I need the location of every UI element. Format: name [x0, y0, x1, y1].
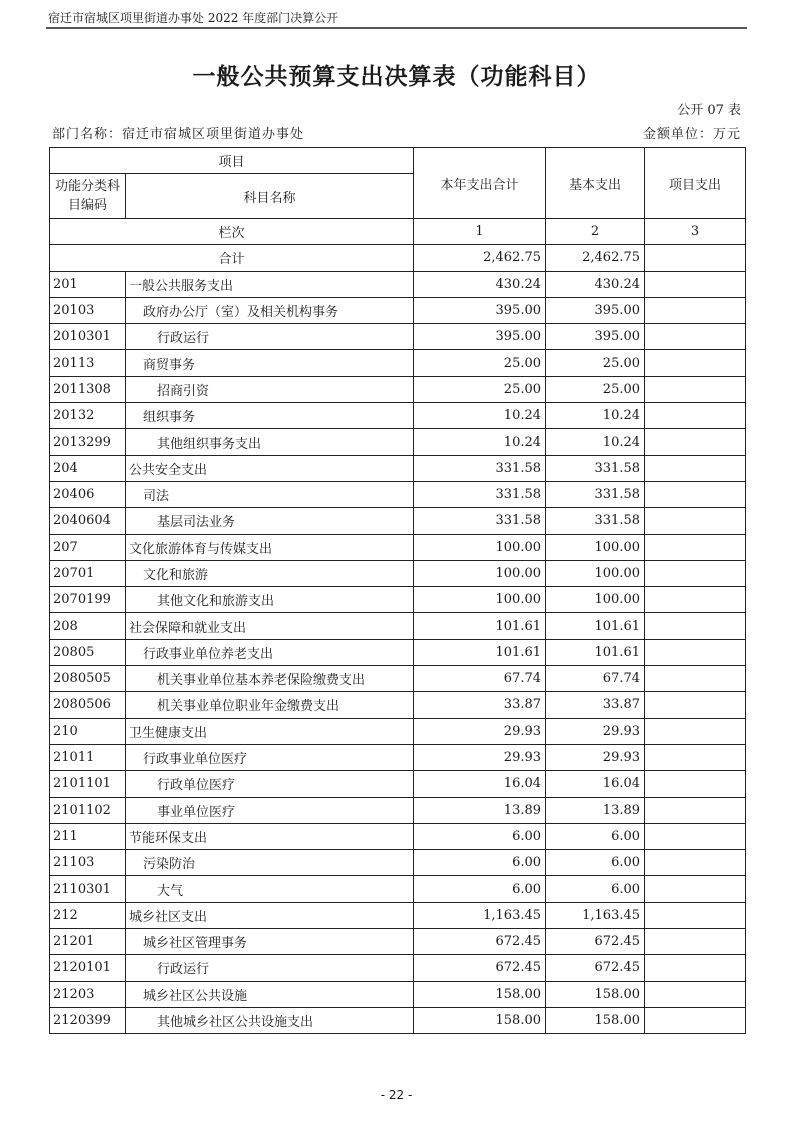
row-code: 2120101 — [50, 955, 126, 981]
row-code: 212 — [50, 902, 126, 928]
row-basic: 6.00 — [546, 823, 645, 849]
row-basic: 100.00 — [546, 534, 645, 560]
row-total: 6.00 — [414, 876, 546, 902]
row-code: 21203 — [50, 981, 126, 1007]
row-total: 672.45 — [414, 955, 546, 981]
row-basic: 100.00 — [546, 560, 645, 586]
row-name: 行政单位医疗 — [126, 771, 414, 797]
row-basic: 25.00 — [546, 350, 645, 376]
row-name: 行政运行 — [126, 955, 414, 981]
row-total: 13.89 — [414, 797, 546, 823]
table-row — [50, 850, 746, 876]
row-project — [645, 823, 746, 849]
amount-unit: 金额单位：万元 — [642, 127, 741, 142]
row-name: 其他组织事务支出 — [126, 429, 414, 455]
row-code: 2080506 — [50, 692, 126, 718]
table-row — [50, 481, 746, 507]
row-project — [645, 876, 746, 902]
row-basic: 6.00 — [546, 850, 645, 876]
row-code: 2011308 — [50, 376, 126, 402]
row-project — [645, 403, 746, 429]
row-basic: 10.24 — [546, 429, 645, 455]
header-row-top — [50, 148, 746, 174]
row-project — [645, 744, 746, 770]
row-name: 节能环保支出 — [126, 823, 414, 849]
row-total: 29.93 — [414, 744, 546, 770]
row-total: 395.00 — [414, 297, 546, 323]
row-total: 10.24 — [414, 429, 546, 455]
row-name: 文化旅游体育与传媒支出 — [126, 534, 414, 560]
row-code: 20406 — [50, 481, 126, 507]
table-row — [50, 587, 746, 613]
column-index-1: 1 — [414, 219, 546, 245]
row-total: 331.58 — [414, 481, 546, 507]
row-project — [645, 271, 746, 297]
row-total: 101.61 — [414, 639, 546, 665]
table-row — [50, 955, 746, 981]
row-basic: 395.00 — [546, 297, 645, 323]
row-basic: 331.58 — [546, 508, 645, 534]
row-name: 基层司法业务 — [126, 508, 414, 534]
row-code: 20701 — [50, 560, 126, 586]
row-project — [645, 455, 746, 481]
table-row — [50, 560, 746, 586]
row-total: 29.93 — [414, 718, 546, 744]
row-total: 395.00 — [414, 324, 546, 350]
running-head: 宿迁市宿城区项里街道办事处 2022 年度部门决算公开 — [48, 11, 339, 25]
page-number: - 22 - — [380, 1088, 413, 1102]
row-project — [645, 508, 746, 534]
row-name: 机关事业单位职业年金缴费支出 — [126, 692, 414, 718]
row-code: 21201 — [50, 929, 126, 955]
table-row — [50, 403, 746, 429]
table-row — [50, 508, 746, 534]
row-project — [645, 1007, 746, 1033]
table-row — [50, 981, 746, 1007]
row-code: 2010301 — [50, 324, 126, 350]
row-name: 文化和旅游 — [126, 560, 414, 586]
table-row — [50, 692, 746, 718]
table-row — [50, 1007, 746, 1033]
table-number: 公开 07 表 — [677, 103, 741, 118]
row-project — [645, 350, 746, 376]
row-total: 430.24 — [414, 271, 546, 297]
row-name: 事业单位医疗 — [126, 797, 414, 823]
row-project — [645, 666, 746, 692]
row-code: 208 — [50, 613, 126, 639]
table-row — [50, 297, 746, 323]
row-name: 一般公共服务支出 — [126, 271, 414, 297]
row-basic: 67.74 — [546, 666, 645, 692]
row-total: 33.87 — [414, 692, 546, 718]
row-code: 2101102 — [50, 797, 126, 823]
row-code: 210 — [50, 718, 126, 744]
table-row — [50, 744, 746, 770]
row-name: 城乡社区管理事务 — [126, 929, 414, 955]
row-total: 101.61 — [414, 613, 546, 639]
row-name: 组织事务 — [126, 403, 414, 429]
table-row — [50, 350, 746, 376]
row-basic: 100.00 — [546, 587, 645, 613]
column-index-3: 3 — [645, 219, 746, 245]
row-project — [645, 981, 746, 1007]
expenditure-table — [49, 147, 746, 1034]
row-total: 100.00 — [414, 560, 546, 586]
header-project: 项目支出 — [645, 148, 746, 219]
row-project — [645, 850, 746, 876]
row-basic: 101.61 — [546, 613, 645, 639]
row-name: 其他城乡社区公共设施支出 — [126, 1007, 414, 1033]
row-code: 2120399 — [50, 1007, 126, 1033]
table-row — [50, 429, 746, 455]
row-total: 10.24 — [414, 403, 546, 429]
row-name: 机关事业单位基本养老保险缴费支出 — [126, 666, 414, 692]
row-project — [645, 692, 746, 718]
column-index-label: 栏次 — [50, 219, 414, 245]
row-project — [645, 902, 746, 928]
row-basic: 395.00 — [546, 324, 645, 350]
row-total: 6.00 — [414, 850, 546, 876]
row-basic: 430.24 — [546, 271, 645, 297]
row-name: 公共安全支出 — [126, 455, 414, 481]
row-basic: 29.93 — [546, 718, 645, 744]
row-code: 21011 — [50, 744, 126, 770]
row-code: 2110301 — [50, 876, 126, 902]
row-basic: 33.87 — [546, 692, 645, 718]
row-project — [645, 797, 746, 823]
table-row — [50, 534, 746, 560]
row-code: 21103 — [50, 850, 126, 876]
row-basic: 10.24 — [546, 403, 645, 429]
row-code: 2013299 — [50, 429, 126, 455]
row-total: 672.45 — [414, 929, 546, 955]
row-code: 2070199 — [50, 587, 126, 613]
row-name: 政府办公厅（室）及相关机构事务 — [126, 297, 414, 323]
row-code: 20805 — [50, 639, 126, 665]
row-project — [645, 324, 746, 350]
department-name: 部门名称：宿迁市宿城区项里街道办事处 — [52, 127, 305, 142]
row-name: 其他文化和旅游支出 — [126, 587, 414, 613]
row-code: 20113 — [50, 350, 126, 376]
table-row — [50, 823, 746, 849]
row-basic: 29.93 — [546, 744, 645, 770]
sum-label: 合计 — [50, 245, 414, 271]
sum-basic: 2,462.75 — [546, 245, 645, 271]
row-project — [645, 955, 746, 981]
row-total: 100.00 — [414, 587, 546, 613]
row-name: 行政事业单位养老支出 — [126, 639, 414, 665]
row-basic: 158.00 — [546, 981, 645, 1007]
row-project — [645, 481, 746, 507]
header-name: 科目名称 — [126, 174, 414, 219]
row-basic: 672.45 — [546, 929, 645, 955]
header-code: 功能分类科目编码 — [50, 174, 126, 219]
row-project — [645, 587, 746, 613]
row-code: 2101101 — [50, 771, 126, 797]
row-code: 204 — [50, 455, 126, 481]
row-basic: 331.58 — [546, 481, 645, 507]
sum-row — [50, 245, 746, 271]
row-basic: 672.45 — [546, 955, 645, 981]
row-total: 100.00 — [414, 534, 546, 560]
row-total: 25.00 — [414, 350, 546, 376]
row-code: 2080505 — [50, 666, 126, 692]
table-row — [50, 324, 746, 350]
row-name: 司法 — [126, 481, 414, 507]
table-row — [50, 718, 746, 744]
row-name: 卫生健康支出 — [126, 718, 414, 744]
row-basic: 158.00 — [546, 1007, 645, 1033]
column-index-2: 2 — [546, 219, 645, 245]
row-name: 社会保障和就业支出 — [126, 613, 414, 639]
header-item: 项目 — [50, 148, 414, 174]
row-name: 大气 — [126, 876, 414, 902]
table-row — [50, 455, 746, 481]
row-code: 207 — [50, 534, 126, 560]
row-name: 行政事业单位医疗 — [126, 744, 414, 770]
table-row — [50, 376, 746, 402]
row-project — [645, 534, 746, 560]
table-row — [50, 771, 746, 797]
row-project — [645, 560, 746, 586]
row-total: 158.00 — [414, 1007, 546, 1033]
row-total: 6.00 — [414, 823, 546, 849]
table-row — [50, 929, 746, 955]
row-name: 城乡社区公共设施 — [126, 981, 414, 1007]
row-basic: 25.00 — [546, 376, 645, 402]
row-total: 331.58 — [414, 508, 546, 534]
row-basic: 1,163.45 — [546, 902, 645, 928]
row-basic: 101.61 — [546, 639, 645, 665]
table-row — [50, 666, 746, 692]
row-total: 331.58 — [414, 455, 546, 481]
row-project — [645, 613, 746, 639]
sum-total: 2,462.75 — [414, 245, 546, 271]
row-total: 67.74 — [414, 666, 546, 692]
header-total: 本年支出合计 — [414, 148, 546, 219]
row-project — [645, 771, 746, 797]
header-rule — [46, 27, 747, 29]
row-project — [645, 429, 746, 455]
row-total: 25.00 — [414, 376, 546, 402]
row-code: 211 — [50, 823, 126, 849]
row-basic: 6.00 — [546, 876, 645, 902]
row-basic: 13.89 — [546, 797, 645, 823]
row-project — [645, 718, 746, 744]
row-project — [645, 639, 746, 665]
header-basic: 基本支出 — [546, 148, 645, 219]
row-code: 2040604 — [50, 508, 126, 534]
row-total: 16.04 — [414, 771, 546, 797]
row-code: 201 — [50, 271, 126, 297]
column-index-row — [50, 219, 746, 245]
row-name: 商贸事务 — [126, 350, 414, 376]
table-row — [50, 271, 746, 297]
table-row — [50, 639, 746, 665]
row-name: 招商引资 — [126, 376, 414, 402]
row-code: 20132 — [50, 403, 126, 429]
row-code: 20103 — [50, 297, 126, 323]
row-name: 城乡社区支出 — [126, 902, 414, 928]
row-total: 158.00 — [414, 981, 546, 1007]
table-row — [50, 797, 746, 823]
row-project — [645, 376, 746, 402]
row-name: 行政运行 — [126, 324, 414, 350]
table-row — [50, 613, 746, 639]
row-name: 污染防治 — [126, 850, 414, 876]
table-row — [50, 902, 746, 928]
row-project — [645, 929, 746, 955]
page-title: 一般公共预算支出决算表（功能科目） — [192, 63, 601, 90]
row-basic: 16.04 — [546, 771, 645, 797]
sum-project — [645, 245, 746, 271]
row-project — [645, 297, 746, 323]
row-total: 1,163.45 — [414, 902, 546, 928]
row-basic: 331.58 — [546, 455, 645, 481]
table-row — [50, 876, 746, 902]
